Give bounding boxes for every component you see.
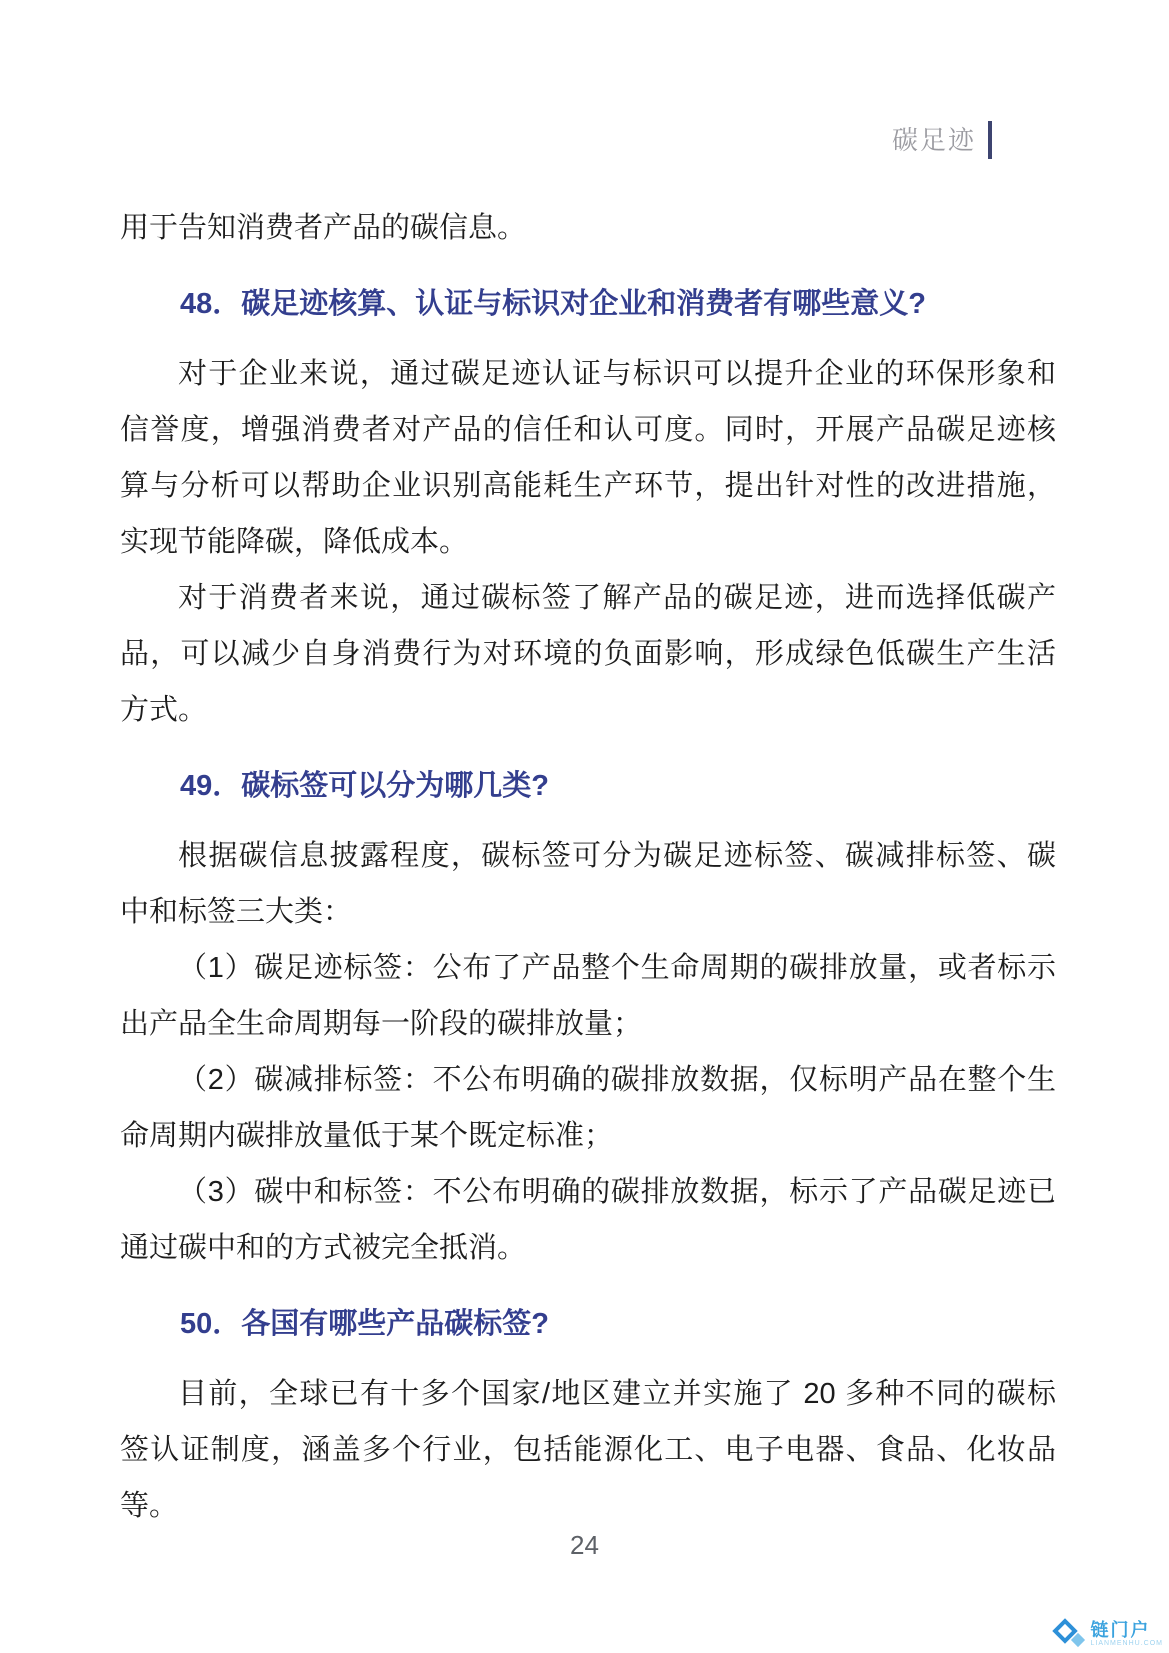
body-line: （2）碳减排标签：不公布明确的碳排放数据，仅标明产品在整个生 [178,1064,1056,1096]
body-line: 中和标签三大类： [120,896,353,928]
header-rule [988,121,992,159]
lianmenhu-logo [1052,1617,1163,1649]
page-content [120,200,1056,1534]
header-title: 碳足迹 [891,125,976,155]
lianmenhu-diamond-icon [1052,1617,1084,1649]
page-number: 24 [570,1530,599,1560]
body-line: 对于企业来说，通过碳足迹认证与标识可以提升企业的环保形象和 [178,358,1056,390]
body-line: 信誉度，增强消费者对产品的信任和认可度。同时，开展产品碳足迹核 [120,414,1056,446]
body-line: 等。 [120,1490,179,1522]
body-line: （3）碳中和标签：不公布明确的碳排放数据，标示了产品碳足迹已 [178,1176,1056,1208]
body-line: 命周期内碳排放量低于某个既定标准； [120,1120,614,1152]
body-line: 方式。 [120,694,208,726]
body-line: 根据碳信息披露程度，碳标签可分为碳足迹标签、碳减排标签、碳 [178,840,1056,872]
body-line: 目前，全球已有十多个国家/地区建立并实施了 20 多种不同的碳标 [178,1378,1056,1410]
body-line: 出产品全生命周期每一阶段的碳排放量； [120,1008,643,1040]
body-line: （1）碳足迹标签：公布了产品整个生命周期的碳排放量，或者标示 [178,952,1056,984]
body-line: 签认证制度，涵盖多个行业，包括能源化工、电子电器、食品、化妆品 [120,1434,1056,1466]
body-line: 品，可以减少自身消费行为对环境的负面影响，形成绿色低碳生产生活 [120,638,1056,670]
list-item [120,1164,1056,1276]
logo-domain-text: LIANMENHU.COM [1090,1639,1163,1647]
paragraph [120,828,1056,940]
question-heading-49: 49．碳标签可以分为哪几类? [180,770,549,802]
question-heading-50: 50．各国有哪些产品碳标签? [180,1308,549,1340]
paragraph [120,570,1056,738]
logo-text [1090,1620,1163,1647]
body-line: 用于告知消费者产品的碳信息。 [120,212,527,244]
list-item [120,940,1056,1052]
page-header [0,120,1169,160]
logo-name-text: 链门户 [1090,1619,1151,1640]
body-line: 通过碳中和的方式被完全抵消。 [120,1232,527,1264]
paragraph [120,346,1056,570]
list-item [120,1052,1056,1164]
body-line: 对于消费者来说，通过碳标签了解产品的碳足迹，进而选择低碳产 [178,582,1056,614]
paragraph [120,1366,1056,1534]
body-line: 实现节能降碳，降低成本。 [120,526,469,558]
question-heading-48: 48．碳足迹核算、认证与标识对企业和消费者有哪些意义? [180,288,926,320]
body-line: 算与分析可以帮助企业识别高能耗生产环节，提出针对性的改进措施， [120,470,1056,502]
